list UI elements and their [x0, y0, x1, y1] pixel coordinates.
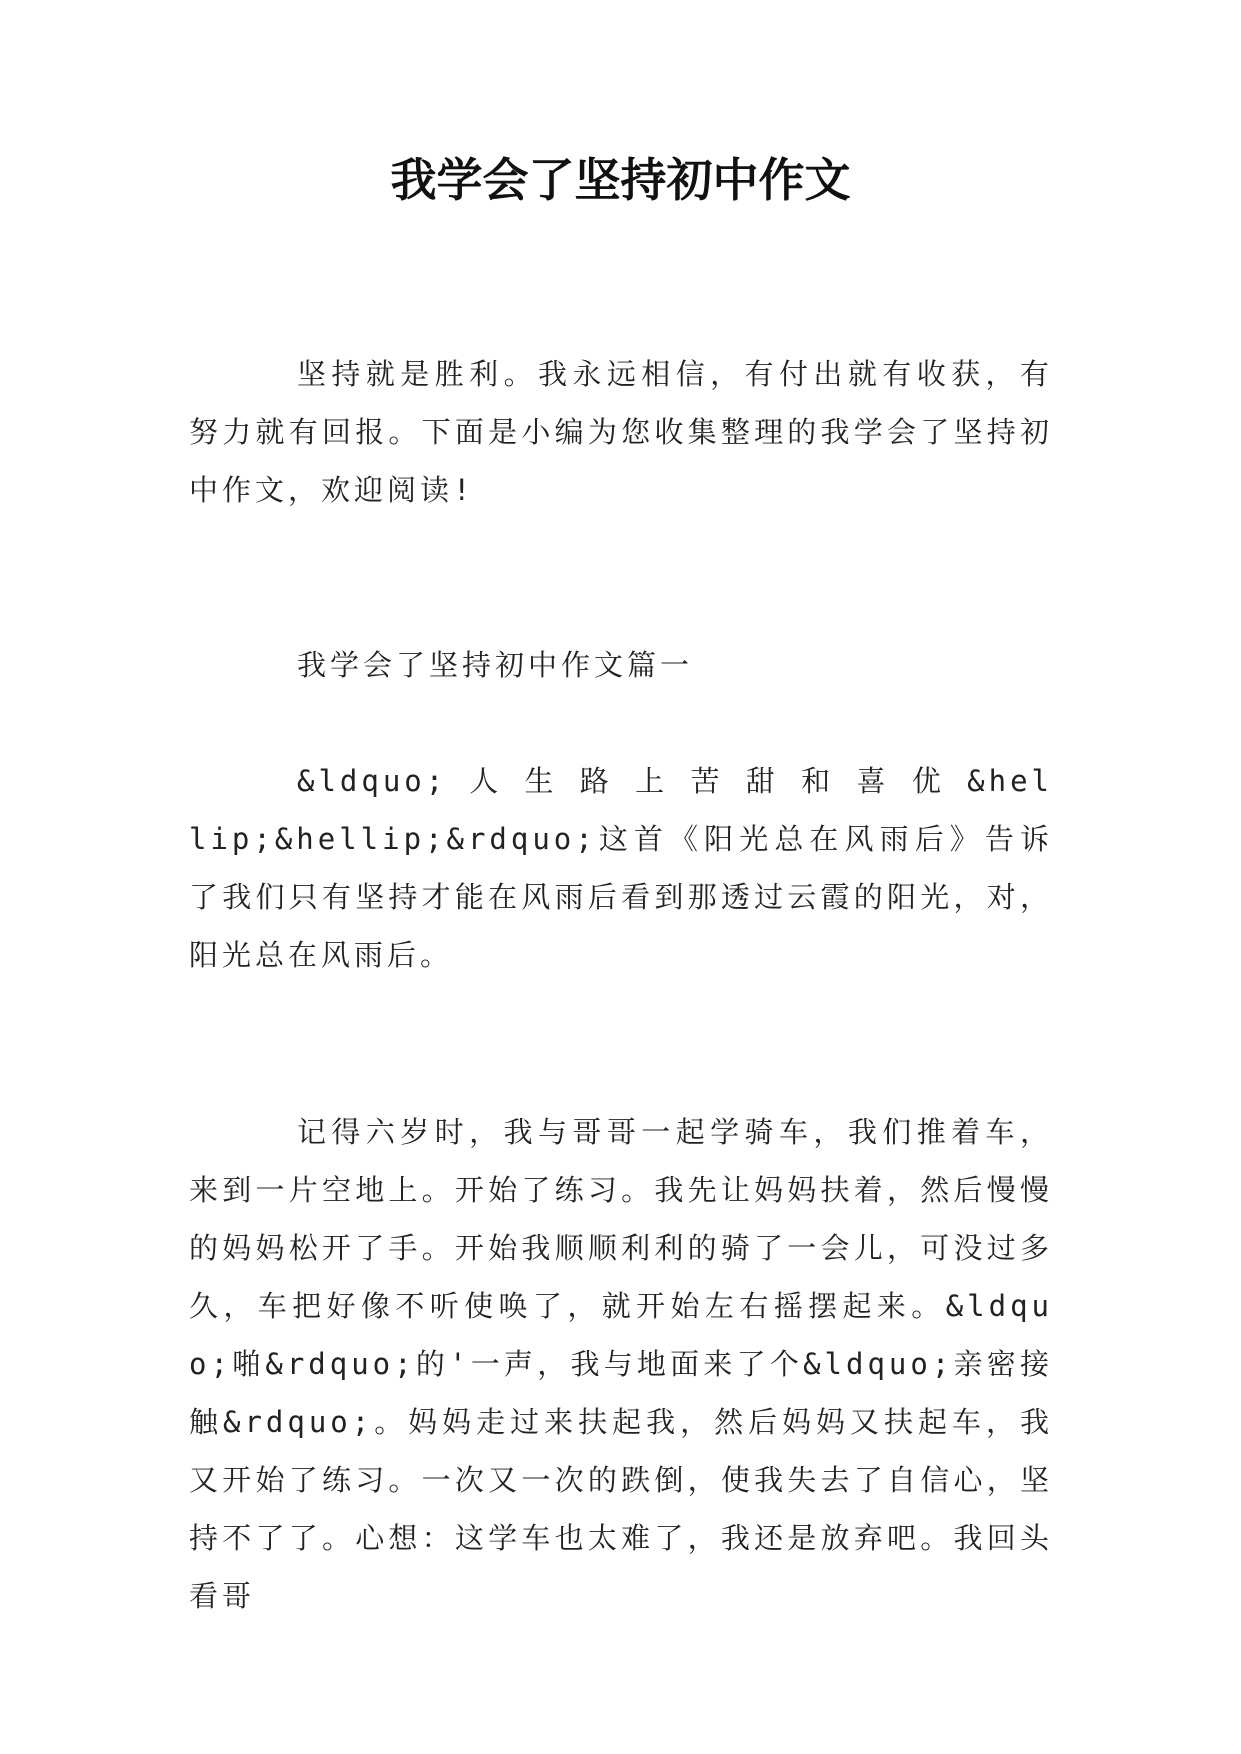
- body-paragraph-2: 记得六岁时，我与哥哥一起学骑车，我们推着车，来到一片空地上。开始了练习。我先让妈妈扶着，然后慢慢的妈妈松开了手。开始我顺顺利利的骑了一会儿，可没过多久，车把好像不听使唤了，就开始左右摇摆起来。&ldquo;啪&rdquo;的'一声，我与地面来了个&ldquo;亲密接触&rdquo;。妈妈走过来扶起我，然后妈妈又扶起车，我又开始了练习。一次又一次的跌倒，使我失去了自信心，坚持不了了。心想：这学车也太难了，我还是放弃吧。我回头看哥: [189, 1115, 1053, 1613]
- document-title: 我学会了坚持初中作文: [390, 153, 851, 207]
- section-heading: 我学会了坚持初中作文篇一: [297, 648, 694, 682]
- intro-paragraph: 坚持就是胜利。我永远相信，有付出就有收获，有努力就有回报。下面是小编为您收集整理的我学会了坚持初中作文，欢迎阅读!: [189, 357, 1053, 507]
- body-paragraph-1: &ldquo; 人 生 路 上 苦 甜 和 喜 优 &hellip;&hellip;&rdquo;这首《阳光总在风雨后》告诉了我们只有坚持才能在风雨后看到那透过云霞的阳光，对，阳光总在风雨后。: [189, 764, 1053, 972]
